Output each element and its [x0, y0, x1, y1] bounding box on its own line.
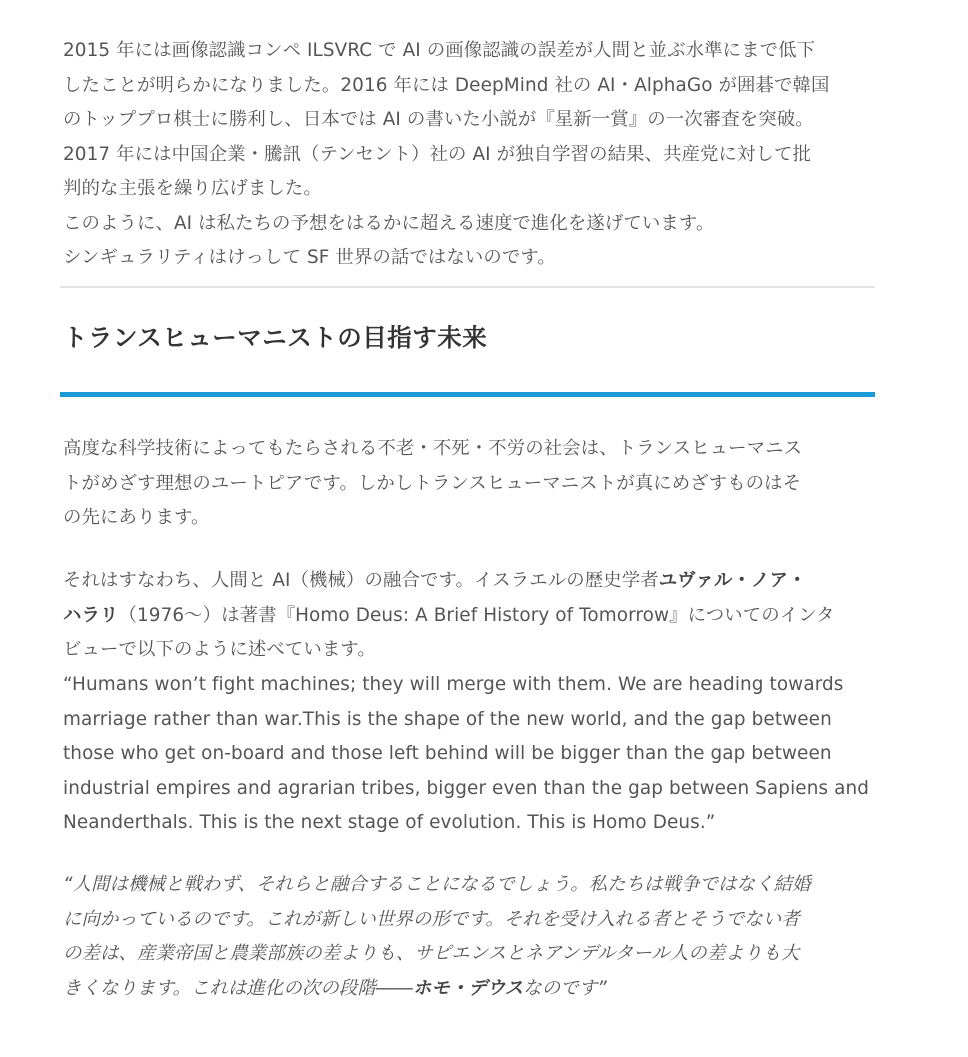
translation-line: きくなります。これは進化の次の段階――	[63, 977, 413, 999]
intro-line: したことが明らかになりました。2016 年には DeepMind 社の AI・AlphaGo が囲碁で韓国	[63, 74, 830, 96]
intro-line: シンギュラリティはけっして SF 世界の話ではないのです。	[63, 247, 556, 268]
quote-line: those who get on-board and those left behind will be bigger than the gap between	[63, 743, 832, 764]
paragraph-text: （1976～）は著書『Homo Deus: A Brief History of Tomorrow』についてのインタ	[118, 604, 835, 626]
translation-line: の差は、産業帝国と農業部族の差よりも、サピエンスとネアンデルタール人の差よりも大	[63, 943, 800, 964]
quote-line: Neanderthals. This is the next stage of evolution. This is Homo Deus.”	[63, 812, 716, 833]
intro-line: 2015 年には画像認識コンペ ILSVRC で AI の画像認識の誤差が人間と並ぶ水準にまで低下	[63, 40, 816, 61]
translation-line: に向かっているのです。これが新しい世界の形です。それを受け入れる者とそうでない者	[63, 908, 800, 930]
heading-underline	[60, 392, 875, 397]
intro-paragraph	[63, 34, 875, 276]
intro-line: 判的な主張を繰り広げました。	[63, 178, 322, 199]
author-name-bold: ユヴァル・ノア・	[658, 570, 807, 591]
body-paragraph-utopia	[63, 432, 875, 536]
quote-line: industrial empires and agrarian tribes, bigger even than the gap between Sapiens and	[63, 777, 869, 799]
quote-line: “Humans won’t fight machines; they will merge with them. We are heading towards	[63, 674, 844, 695]
section-heading: トランスヒューマニストの目指す未来	[63, 323, 488, 352]
japanese-quote-translation	[63, 868, 875, 1006]
intro-line: このように、AI は私たちの予想をはるかに超える速度で進化を遂げています。	[63, 212, 715, 234]
paragraph-line: 高度な科学技術によってもたらされる不老・不死・不労の社会は、トランスヒューマニス	[63, 438, 803, 459]
paragraph-line: の先にあります。	[63, 507, 210, 528]
paragraph-line: トがめざす理想のユートピアです。しかしトランスヒューマニストが真にめざすものはそ	[63, 472, 802, 494]
section-divider	[60, 286, 875, 288]
intro-line: 2017 年には中国企業・騰訊（テンセント）社の AI が独自学習の結果、共産党に対して批	[63, 143, 811, 165]
paragraph-text: それはすなわち、人間と AI（機械）の融合です。イスラエルの歴史学者	[63, 570, 659, 591]
translation-line: “人間は機械と戦わず、それらと融合することになるでしょう。私たちは戦争ではなく結婚	[63, 874, 811, 895]
body-paragraph-harari	[63, 564, 875, 668]
homo-deus-bold: ホモ・デウス	[412, 977, 524, 999]
author-name-bold: ハラリ	[63, 604, 119, 626]
translation-line: なのです”	[523, 977, 607, 999]
english-quote	[63, 668, 875, 841]
quote-line: marriage rather than war.This is the shape of the new world, and the gap between	[63, 708, 832, 730]
paragraph-text: ビューで以下のように述べています。	[63, 639, 376, 660]
intro-line: のトッププロ棋士に勝利し、日本では AI の書いた小説が『星新一賞』の一次審査を突破。	[63, 109, 814, 130]
